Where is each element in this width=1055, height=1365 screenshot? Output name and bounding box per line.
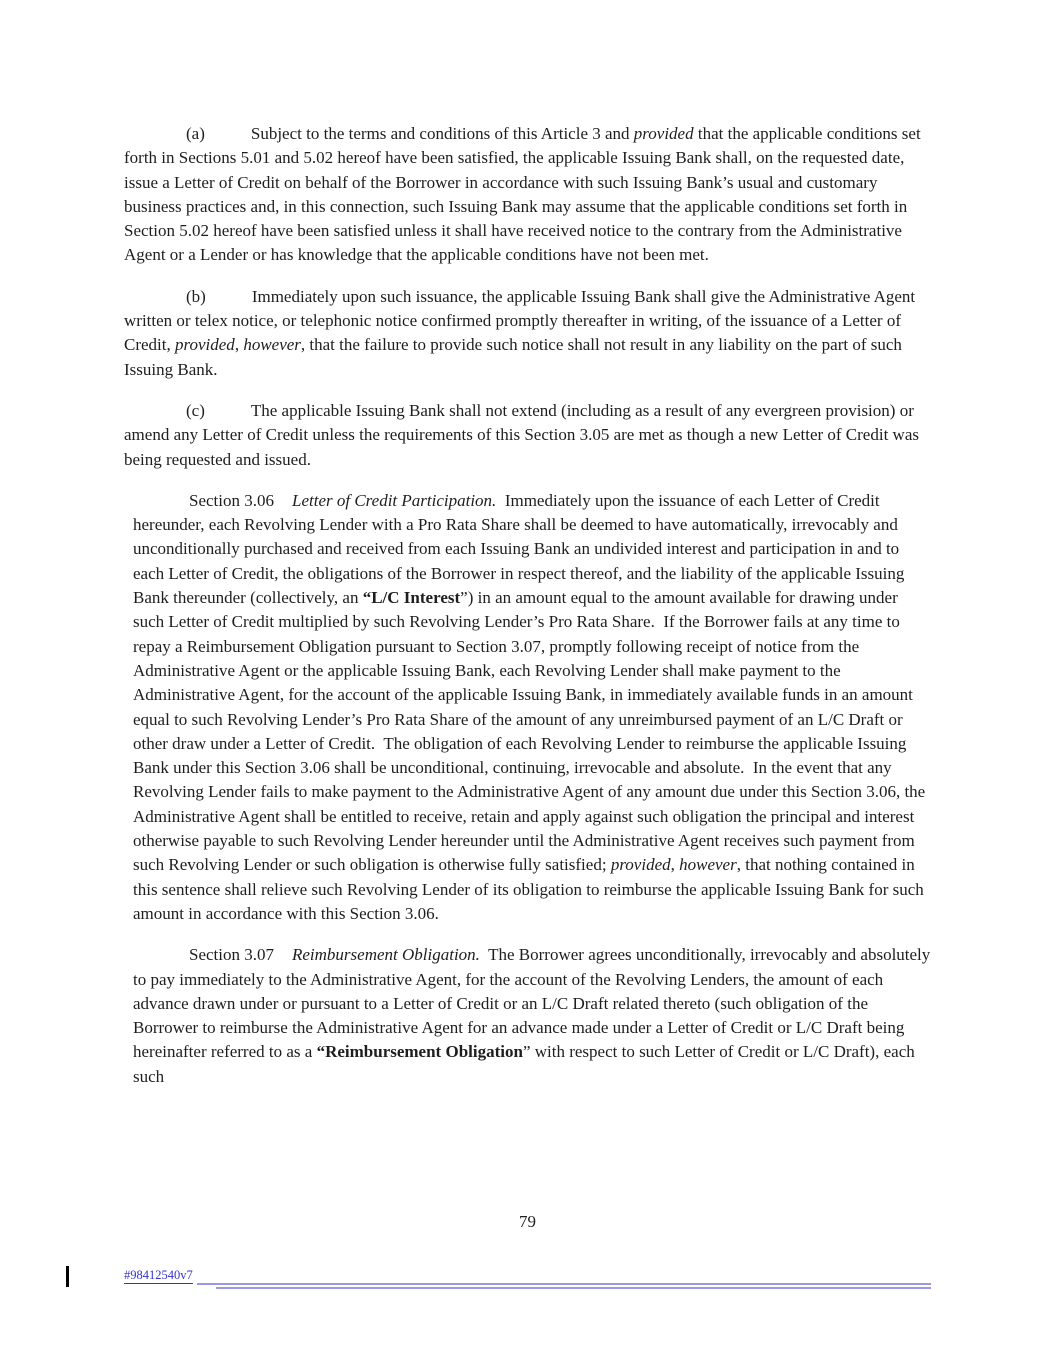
paragraph-a: (a) Subject to the terms and conditions of this Article 3 and provided that the applicable conditions set forth in Sections 5.01 and 5.02 hereof have been satisfied, the applicable Issuing Bank shall, on the requested date, issue a Letter of Credit on behalf of the Borrower in accordance with such Issuing Bank’s usual and customary business practices and, in this connection, such Issuing Bank may assume that the applicable conditions set forth in Section 5.02 hereof have been satisfied unless it shall have received notice to the contrary from the Administrative Agent or a Lender or has knowledge that the applicable conditions have not been met. [124,124,925,265]
paragraph-c: (c) The applicable Issuing Bank shall not extend (including as a result of any evergreen provision) or amend any Letter of Credit unless the requirements of this Section 3.05 are met as though a new Letter of Credit was being requested and issued. [124,400,924,469]
document-body [124,122,935,1106]
revision-change-bar [66,1266,69,1287]
page-number: 79 [519,1212,536,1231]
section-3-06-paragraph: Section 3.06 Letter of Credit Participation. Immediately upon the issuance of each Letter of Credit hereunder, each Revolving Lender with a Pro Rata Share shall be deemed to have automatically, irrevocably and unconditionally purchased and received from each Issuing Bank an undivided interest and participation in and to each Letter of Credit, the obligations of the Borrower in respect thereof, and the liability of the applicable Issuing Bank thereunder (collectively, an “L/C Interest”) in an amount equal to the amount available for drawing under such Letter of Credit multiplied by such Revolving Lender’s Pro Rata Share. If the Borrower fails at any time to repay a Reimbursement Obligation pursuant to Section 3.07, promptly following receipt of notice from the Administrative Agent or the applicable Issuing Bank, each Revolving Lender shall make payment to the Administrative Agent, for the account of the applicable Issuing Bank, in immediately available funds in an amount equal to such Revolving Lender’s Pro Rata Share of the amount of any unreimbursed payment of an L/C Draft or other draw under a Letter of Credit. The obligation of each Revolving Lender to reimburse the applicable Issuing Bank under this Section 3.06 shall be unconditional, continuing, irrevocable and absolute. In the event that any Revolving Lender fails to make payment to the Administrative Agent of any amount due under this Section 3.06, the Administrative Agent shall be entitled to receive, retain and apply against such obligation the principal and interest otherwise payable to such Revolving Lender hereunder until the Administrative Agent receives such payment from such Revolving Lender or such obligation is otherwise fully satisfied; provided, however, that nothing contained in this sentence shall relieve such Revolving Lender of its obligation to reimburse the applicable Issuing Bank for such amount in accordance with this Section 3.06. [133,490,929,923]
paragraph-b: (b) Immediately upon such issuance, the applicable Issuing Bank shall give the Administrative Agent written or telex notice, or telephonic notice confirmed promptly thereafter in writing, of the issuance of a Letter of Credit, provided, however, that the failure to provide such notice shall not result in any liability on the part of such Issuing Bank. [124,286,920,379]
document-id-link[interactable]: #98412540v7 [124,1268,193,1282]
footer-rule-top [197,1283,931,1285]
footer-rule-bottom [216,1287,931,1289]
section-3-07-paragraph: Section 3.07 Reimbursement Obligation. The Borrower agrees unconditionally, irrevocably and absolutely to pay immediately to the Administrative Agent, for the account of the Revolving Lenders, the amount of each advance drawn under or pursuant to a Letter of Credit or an L/C Draft related thereto (such obligation of the Borrower to reimburse the Administrative Agent for an advance made under a Letter of Credit or L/C Draft being hereinafter referred to as a “Reimbursement Obligation” with respect to such Letter of Credit or L/C Draft), each such [133,945,935,1086]
